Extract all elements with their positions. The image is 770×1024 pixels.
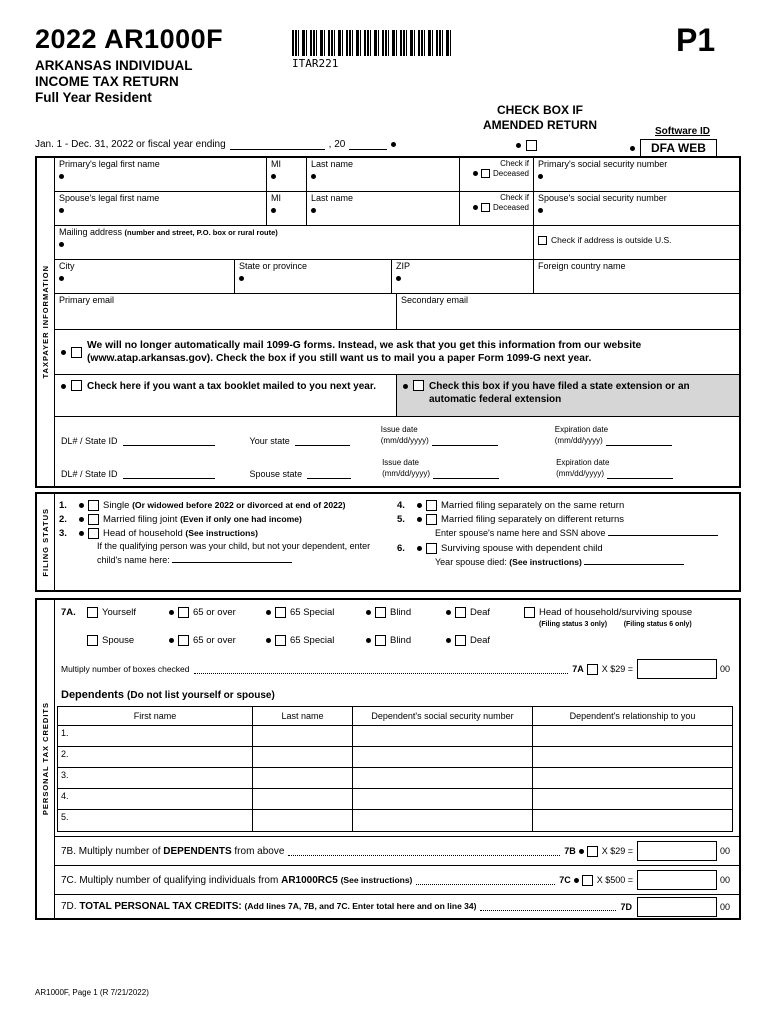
dependents-title: Dependents [61, 689, 128, 701]
taxpayer-section-label: TAXPAYER INFORMATION [37, 158, 55, 486]
field-bullet-icon [59, 208, 64, 213]
spouse-deceased-field [460, 192, 534, 225]
notice-1099g-text: We will no longer automatically mail 1099-G forms. Instead, we ask that you get this information from our website (www.atap.arkansas.gov). Check the box if you still want us to mail you a paper Form 1099-G next year. [87, 340, 642, 364]
field-bullet-icon [59, 242, 64, 247]
filing-status-3-extra: If the qualifying person was your child, but not your dependent, enter child's name here: [97, 541, 371, 565]
issue-date-input[interactable] [432, 435, 498, 446]
mmddyyyy-label: (mm/dd/yyyy) [382, 469, 431, 478]
field-bullet-icon [79, 517, 84, 522]
amended-return-checkbox-group [516, 140, 537, 151]
issue-date-label: Issue date [382, 458, 419, 467]
mailing-address-note: (number and street, P.O. box or rural route) [124, 228, 278, 237]
dependent-last-name-cell[interactable] [253, 768, 353, 788]
amended-return-label: CHECK BOX IF AMENDED RETURN [483, 103, 597, 132]
filing-status-1-checkbox[interactable] [88, 500, 99, 511]
extension-checkbox[interactable] [413, 380, 424, 391]
7a-multiplier-label: X $29 = [601, 664, 633, 674]
line-7d-ref: 7D [620, 901, 632, 912]
mi-label: MI [271, 193, 281, 203]
extension-label: Check this box if you have filed a state extension or an automatic federal extension [429, 381, 690, 405]
personal-tax-credits-section-label: PERSONAL TAX CREDITS [37, 600, 55, 918]
row-number: 2. [58, 747, 253, 767]
dl-spouse-input[interactable] [123, 468, 215, 479]
field-bullet-icon [446, 610, 451, 615]
booklet-extension-row [55, 375, 739, 417]
spouse-ssn-label: Spouse's social security number [538, 193, 667, 203]
expiration-date-input[interactable] [606, 435, 672, 446]
state-province-field[interactable] [235, 260, 392, 293]
spouse-name-row [55, 192, 739, 226]
issue-date-label: Issue date [380, 425, 418, 434]
filing-status-option-5: 5. Married filing separately on different returns [397, 514, 625, 525]
booklet-checkbox[interactable] [71, 380, 82, 391]
fiscal-year-yy-input[interactable] [349, 139, 387, 150]
line-7a-number: 7A. [61, 607, 76, 618]
line-7c-ref: 7C [559, 875, 571, 885]
deceased-label: Deceased [492, 169, 529, 178]
dependent-row-3[interactable] [58, 768, 732, 789]
dependent-row-5[interactable] [58, 810, 732, 831]
field-bullet-icon [79, 503, 84, 508]
line-7a-ref: 7A [572, 664, 584, 674]
field-bullet-icon [446, 638, 451, 643]
spouse-state-input[interactable] [307, 468, 351, 479]
hoh-note-2: (Filing status 6 only) [623, 621, 692, 628]
filing-status-2-checkbox[interactable] [88, 514, 99, 525]
fiscal-year-suffix: , 20 [328, 139, 346, 150]
dependent-ssn-cell[interactable] [353, 768, 533, 788]
field-bullet-icon [271, 174, 276, 179]
page-footer: AR1000F, Page 1 (R 7/21/2022) [35, 988, 149, 997]
fiscal-year-line [35, 139, 396, 150]
booklet-field [55, 375, 397, 416]
field-bullet-icon [473, 205, 478, 210]
primary-ssn-label: Primary's social security number [538, 159, 668, 169]
filing-status-6-checkbox[interactable] [426, 543, 437, 554]
primary-name-row [55, 158, 739, 192]
expiration-date-group [555, 425, 672, 446]
page-code: P1 [676, 22, 716, 58]
7b-count-box[interactable] [587, 846, 598, 857]
7a-yourself-checkbox[interactable] [87, 607, 98, 618]
field-bullet-icon [169, 610, 174, 615]
7a-yourself-deaf-checkbox[interactable] [455, 607, 466, 618]
dependent-row-4[interactable] [58, 789, 732, 810]
issue-date-group [382, 458, 499, 479]
field-bullet-icon [417, 503, 422, 508]
7a-spouse-checkbox[interactable] [87, 635, 98, 646]
barcode-bars [292, 30, 452, 56]
mailing-address-row [55, 226, 739, 260]
mmddyyyy-label: (mm/dd/yyyy) [554, 436, 603, 445]
filing-status-option-6: 6. Surviving spouse with dependent child [397, 543, 603, 554]
primary-first-name-label: Primary's legal first name [59, 159, 160, 169]
secondary-email-field[interactable] [397, 294, 739, 329]
dependent-relationship-cell[interactable] [533, 747, 732, 767]
col-header-last-name: Last name [253, 707, 353, 725]
line-7d-row: 7D. TOTAL PERSONAL TAX CREDITS: (Add lines 7A, 7B, and 7C. Enter total here and on line 34) 7D 00 [55, 894, 739, 918]
7b-cents: 00 [720, 846, 731, 856]
deceased-label: Deceased [492, 203, 529, 212]
row-number: 1. [58, 726, 253, 746]
outside-us-checkbox[interactable] [538, 236, 547, 245]
field-bullet-icon [538, 208, 543, 213]
city-label: City [59, 261, 75, 271]
software-id-label: Software ID [655, 126, 711, 137]
field-bullet-icon [239, 276, 244, 281]
row-number: 3. [58, 768, 253, 788]
7a-amount-input[interactable] [637, 659, 717, 679]
hoh-label: Head of household/surviving spouse [539, 607, 693, 618]
7d-amount-input[interactable] [637, 897, 717, 917]
mail-1099g-checkbox[interactable] [71, 347, 82, 358]
dotted-leader [288, 855, 560, 856]
last-name-label: Last name [311, 193, 354, 203]
city-row [55, 260, 739, 294]
dl-section [55, 417, 739, 486]
extension-field [397, 375, 739, 416]
col-header-relationship: Dependent's relationship to you [569, 711, 696, 721]
7c-amount-input[interactable] [637, 870, 717, 890]
field-bullet-icon [417, 546, 422, 551]
col-header-ssn: Dependent's social security number [353, 707, 533, 725]
line-7b-ref: 7B [564, 846, 576, 856]
state-province-label: State or province [239, 261, 308, 271]
fiscal-year-label: Jan. 1 - Dec. 31, 2022 or fiscal year ending [35, 139, 226, 150]
primary-email-field[interactable] [55, 294, 397, 329]
spouse-mi-field[interactable] [267, 192, 307, 225]
foreign-country-label: Foreign country name [538, 261, 626, 271]
7a-spouse-65-checkbox[interactable] [178, 635, 189, 646]
taxpayer-info-section [35, 156, 741, 488]
field-bullet-icon [59, 174, 64, 179]
check-if-label: Check if [500, 193, 529, 202]
form-subtitle-3: Full Year Resident [35, 90, 152, 105]
outside-us-field [534, 226, 739, 259]
year-spouse-died-input[interactable] [584, 554, 684, 565]
form-subtitle-2: INCOME TAX RETURN [35, 74, 179, 89]
form-title: 2022 AR1000F [35, 24, 224, 54]
filing-status-5-checkbox[interactable] [426, 514, 437, 525]
issue-date-group [381, 425, 498, 446]
spouse-issue-date-input[interactable] [433, 468, 499, 479]
expiration-date-group [556, 458, 673, 479]
secondary-email-label: Secondary email [401, 295, 469, 305]
barcode-text: ITAR221 [292, 57, 339, 70]
field-bullet-icon [516, 143, 521, 148]
zip-field[interactable] [392, 260, 534, 293]
dependent-ssn-cell[interactable] [353, 726, 533, 746]
7c-count-box[interactable] [582, 875, 593, 886]
spouse-name-ssn-input[interactable] [608, 525, 718, 536]
field-bullet-icon [417, 517, 422, 522]
primary-deceased-field [460, 158, 534, 191]
booklet-label: Check here if you want a tax booklet mailed to you next year. [87, 381, 376, 392]
line-7a-block: 7A. Yourself 65 or over 65 Special Blind Deaf Head of household/surviving spouse (Filing status 3 only) (Filing status 6 only) Spouse 65 or over 65 Special Blind Deaf [61, 607, 693, 646]
primary-first-name-field[interactable] [55, 158, 267, 191]
dependent-last-name-cell[interactable] [253, 810, 353, 831]
zip-label: ZIP [396, 261, 411, 271]
spouse-ssn-field[interactable] [534, 192, 739, 225]
foreign-country-field[interactable] [534, 260, 739, 293]
filing-status-3-checkbox[interactable] [88, 528, 99, 539]
software-id-value: DFA WEB [640, 139, 717, 157]
primary-deceased-checkbox[interactable] [481, 169, 490, 178]
dl-spouse-row [61, 458, 733, 479]
dependent-relationship-cell[interactable] [533, 726, 732, 746]
field-bullet-icon [366, 638, 371, 643]
child-name-input[interactable] [172, 552, 292, 563]
7a-count-box[interactable] [587, 664, 598, 675]
dependent-relationship-cell[interactable] [533, 810, 732, 831]
7a-hoh-checkbox[interactable] [524, 607, 535, 618]
dependent-row-1[interactable] [58, 726, 732, 747]
7a-spouse-deaf-checkbox[interactable] [455, 635, 466, 646]
dependent-last-name-cell[interactable] [253, 726, 353, 746]
dependent-relationship-cell[interactable] [533, 768, 732, 788]
field-bullet-icon [311, 208, 316, 213]
row-number: 4. [58, 789, 253, 809]
dl-state-id-label: DL# / State ID [61, 469, 118, 479]
7a-yourself-65special-checkbox[interactable] [275, 607, 286, 618]
mi-label: MI [271, 159, 281, 169]
col-header-first-name: First name [58, 707, 253, 725]
filing-status-option-4: 4. Married filing separately on the same return [397, 500, 625, 511]
filing-status-5-extra: Enter spouse's name here and SSN above [435, 525, 735, 539]
barcode [292, 30, 452, 70]
7a-spouse-blind-checkbox[interactable] [375, 635, 386, 646]
form-subtitle-1: ARKANSAS INDIVIDUAL [35, 58, 193, 73]
spouse-first-name-field[interactable] [55, 192, 267, 225]
field-bullet-icon [473, 171, 478, 176]
7b-amount-input[interactable] [637, 841, 717, 861]
dependent-ssn-cell[interactable] [353, 810, 533, 831]
field-bullet-icon [266, 610, 271, 615]
spouse-deceased-checkbox[interactable] [481, 203, 490, 212]
mailing-address-field[interactable] [55, 226, 534, 259]
software-id-group [630, 139, 717, 157]
7a-spouse-65special-checkbox[interactable] [275, 635, 286, 646]
dotted-leader [480, 910, 616, 911]
filing-status-option-3: 3. Head of household (See instructions) [59, 528, 258, 539]
primary-last-name-field[interactable] [307, 158, 460, 191]
personal-tax-credits-section [35, 598, 741, 920]
field-bullet-icon [538, 174, 543, 179]
your-state-label: Your state [249, 436, 290, 446]
field-bullet-icon [266, 638, 271, 643]
field-bullet-icon [61, 384, 66, 389]
filing-status-4-checkbox[interactable] [426, 500, 437, 511]
multiply-boxes-label: Multiply number of boxes checked [61, 664, 190, 674]
mmddyyyy-label: (mm/dd/yyyy) [556, 469, 605, 478]
7a-cents: 00 [720, 664, 731, 674]
spouse-first-name-label: Spouse's legal first name [59, 193, 160, 203]
dependent-ssn-cell[interactable] [353, 789, 533, 809]
field-bullet-icon [630, 146, 635, 151]
dependents-table-header [58, 707, 732, 726]
dependents-title-row [55, 682, 739, 704]
line-7a-total-row [55, 656, 739, 682]
primary-ssn-field[interactable] [534, 158, 739, 191]
spouse-expiration-date-input[interactable] [607, 468, 673, 479]
7b-multiplier-label: X $29 = [601, 846, 633, 856]
dependents-note: (Do not list yourself or spouse) [127, 690, 275, 701]
field-bullet-icon [391, 142, 396, 147]
dotted-leader [194, 673, 569, 674]
expiration-date-label: Expiration date [556, 458, 610, 467]
filing-status-right-column [397, 500, 735, 588]
7a-yourself-blind-checkbox[interactable] [375, 607, 386, 618]
dl-primary-row [61, 425, 733, 446]
filing-status-section-label: FILING STATUS [37, 494, 55, 590]
dependent-ssn-cell[interactable] [353, 747, 533, 767]
mmddyyyy-label: (mm/dd/yyyy) [380, 436, 429, 445]
primary-mi-field[interactable] [267, 158, 307, 191]
7c-multiplier-label: X $500 = [596, 875, 633, 885]
check-if-label: Check if [500, 159, 529, 168]
amended-return-checkbox[interactable] [526, 140, 537, 151]
dependent-last-name-cell[interactable] [253, 747, 353, 767]
city-field[interactable] [55, 260, 235, 293]
field-bullet-icon [169, 638, 174, 643]
field-bullet-icon [403, 384, 408, 389]
line-7c-row: 7C. Multiply number of qualifying individuals from AR1000RC5 (See instructions) 7C X $500 = 00 [55, 865, 739, 894]
7c-cents: 00 [720, 875, 731, 885]
outside-us-label: Check if address is outside U.S. [551, 235, 672, 245]
dependent-relationship-cell[interactable] [533, 789, 732, 809]
filing-status-left-column [59, 500, 397, 588]
field-bullet-icon [59, 276, 64, 281]
mailing-address-label: Mailing address [59, 227, 123, 237]
dl-primary-input[interactable] [123, 435, 215, 446]
last-name-label: Last name [311, 159, 354, 169]
field-bullet-icon [574, 878, 579, 883]
row-number: 5. [58, 810, 253, 831]
primary-email-label: Primary email [59, 295, 115, 305]
field-bullet-icon [579, 849, 584, 854]
field-bullet-icon [271, 208, 276, 213]
field-bullet-icon [61, 350, 66, 355]
field-bullet-icon [79, 531, 84, 536]
filing-status-option-2: 2. Married filing joint (Even if only one had income) [59, 514, 302, 525]
dotted-leader [416, 884, 555, 885]
expiration-date-label: Expiration date [554, 425, 609, 434]
filing-status-section [35, 492, 741, 592]
spouse-state-label: Spouse state [249, 469, 303, 479]
dependent-row-2[interactable] [58, 747, 732, 768]
field-bullet-icon [366, 610, 371, 615]
spouse-last-name-field[interactable] [307, 192, 460, 225]
7d-cents: 00 [720, 901, 731, 912]
filing-status-6-extra: Year spouse died: (See instructions) [435, 554, 735, 568]
7a-yourself-65-checkbox[interactable] [178, 607, 189, 618]
line-7b-row: 7B. Multiply number of DEPENDENTS from above 7B X $29 = 00 [55, 836, 739, 865]
dl-state-id-label: DL# / State ID [61, 436, 118, 446]
field-bullet-icon [396, 276, 401, 281]
your-state-input[interactable] [295, 435, 350, 446]
dependents-table [57, 706, 733, 832]
field-bullet-icon [311, 174, 316, 179]
filing-status-option-1: 1. Single (Or widowed before 2022 or divorced at end of 2022) [59, 500, 346, 511]
dependent-last-name-cell[interactable] [253, 789, 353, 809]
notice-1099g-row [55, 330, 739, 375]
fiscal-year-ending-input[interactable] [230, 139, 325, 150]
email-row [55, 294, 739, 330]
hoh-note-1: (Filing status 3 only) [539, 621, 608, 628]
